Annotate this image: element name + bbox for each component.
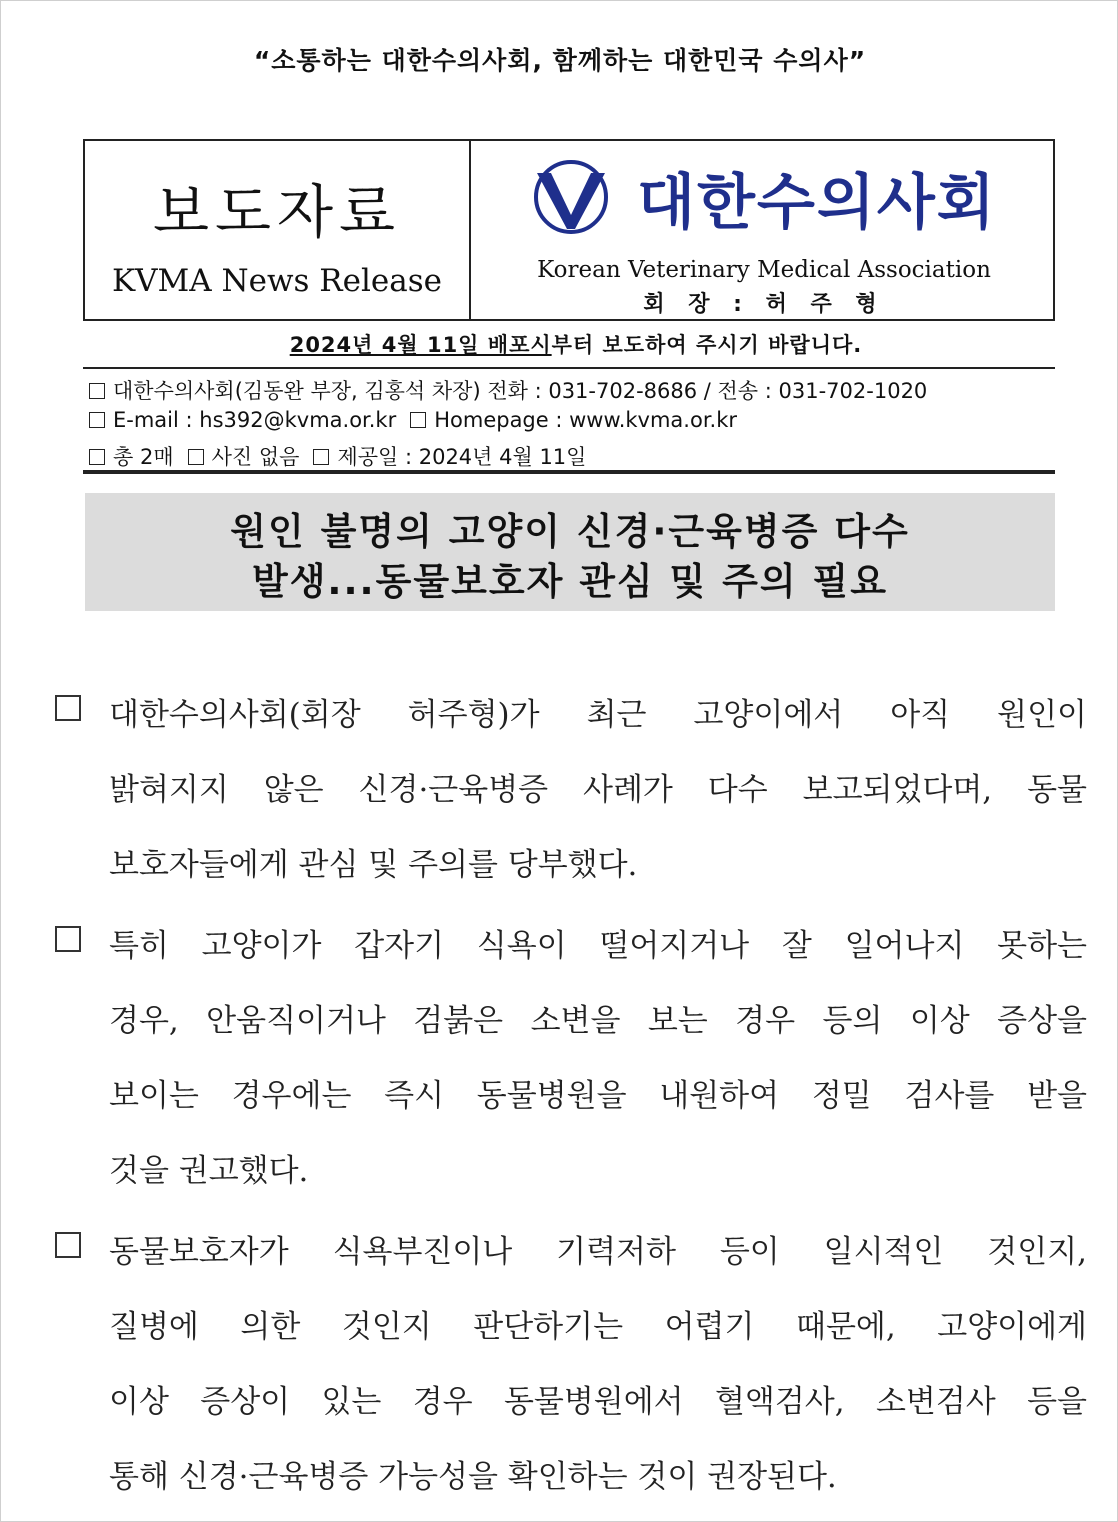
embargo-text: 부터 보도하여 주시기 바랍니다.	[551, 333, 863, 357]
kvma-v-logo-icon	[531, 157, 611, 237]
release-subtitle: KVMA News Release	[112, 263, 442, 299]
body-line: 특히 고양이가 갑자기 식욕이 떨어지거나 잘 일어나지 못하는	[109, 928, 1087, 964]
paragraph-box-icon	[55, 695, 81, 721]
provide-date: 제공일 : 2024년 4월 11일	[337, 445, 587, 469]
contact-line-3	[89, 441, 1069, 471]
checkbox-icon	[313, 449, 329, 465]
paragraph-box-icon	[55, 1232, 81, 1258]
contact-line-2	[89, 408, 1069, 432]
contact-line-1	[89, 375, 1069, 405]
body-line: 대한수의사회(회장 허주형)가 최근 고양이에서 아직 원인이	[109, 697, 1087, 733]
contact-email: E-mail : hs392@kvma.or.kr	[113, 408, 397, 432]
body-line: 밝혀지지 않은 신경·근육병증 사례가 다수 보고되었다며, 동물	[109, 772, 1087, 808]
embargo-notice	[1, 329, 1118, 359]
header-box	[83, 139, 1055, 321]
checkbox-icon	[89, 449, 105, 465]
slogan: “소통하는 대한수의사회, 함께하는 대한민국 수의사”	[253, 46, 867, 75]
body-line: 통해 신경·근육병증 가능성을 확인하는 것이 권장된다.	[109, 1459, 837, 1495]
paragraph-box-icon	[55, 926, 81, 952]
body-line: 동물보호자가 식욕부진이나 기력저하 등이 일시적인 것인지,	[109, 1234, 1087, 1270]
page-count: 총 2매	[113, 445, 174, 469]
president-line: 회 장 : 허 주 형	[643, 292, 885, 317]
body-line: 것을 권고했다.	[109, 1153, 309, 1189]
checkbox-icon	[188, 449, 204, 465]
org-name-english: Korean Veterinary Medical Association	[537, 257, 991, 283]
checkbox-icon	[410, 412, 426, 428]
photo-info: 사진 없음	[211, 445, 300, 469]
body-line: 이상 증상이 있는 경우 동물병원에서 혈액검사, 소변검사 등을	[109, 1384, 1087, 1420]
contact-phone: 대한수의사회(김동완 부장, 김홍석 차장) 전화 : 031-702-8686 / 전송 : 031-702-1020	[113, 379, 928, 403]
release-title: 보도자료	[152, 178, 402, 246]
headline-line-2: 발생...동물보호자 관심 및 주의 필요	[251, 560, 889, 603]
embargo-date: 2024년 4월 11일 배포시	[289, 333, 552, 357]
divider-thin	[83, 367, 1055, 369]
body-line: 보이는 경우에는 즉시 동물병원을 내원하여 정밀 검사를 받을	[109, 1078, 1087, 1114]
org-name: 대한수의사회	[637, 168, 997, 238]
divider-thick	[83, 470, 1055, 474]
checkbox-icon	[89, 383, 105, 399]
headline-line-1: 원인 불명의 고양이 신경·근육병증 다수	[230, 510, 910, 553]
body-line: 보호자들에게 관심 및 주의를 당부했다.	[109, 847, 638, 883]
body-line: 질병에 의한 것인지 판단하기는 어렵기 때문에, 고양이에게	[109, 1309, 1087, 1345]
contact-homepage: Homepage : www.kvma.or.kr	[434, 408, 737, 432]
headline-box	[85, 493, 1055, 611]
checkbox-icon	[89, 412, 105, 428]
body-line: 경우, 안움직이거나 검붉은 소변을 보는 경우 등의 이상 증상을	[109, 1003, 1087, 1039]
